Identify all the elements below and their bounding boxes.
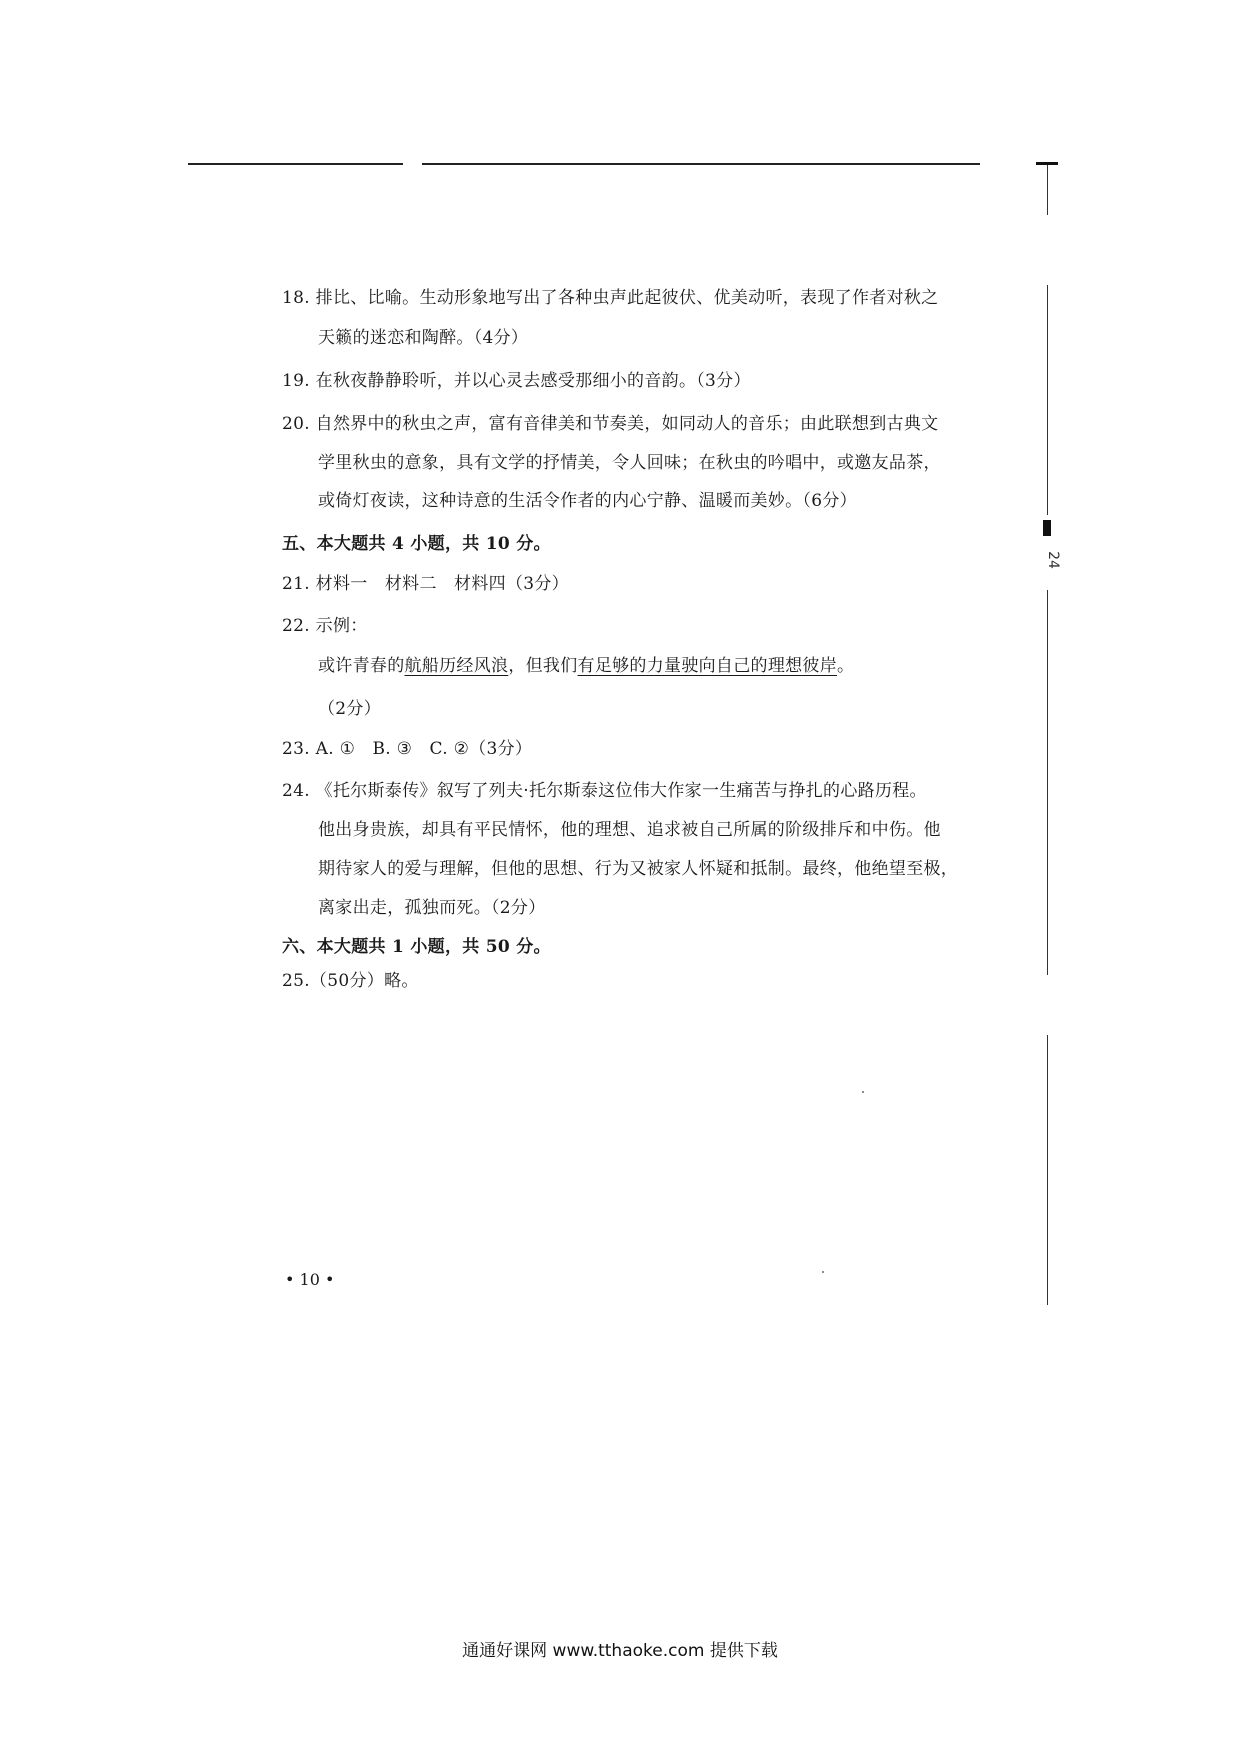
answer-22-underline-1: 航船历经风浪 (404, 656, 509, 676)
answer-21: 21. 材料一 材料二 材料四（3分） (282, 574, 569, 594)
section-6-heading: 六、本大题共 1 小题，共 50 分。 (282, 937, 551, 957)
answer-24-line-3: 期待家人的爱与理解，但他的思想、行为又被家人怀疑和抵制。最终，他绝望至极， (318, 859, 959, 879)
answer-24-line-2: 他出身贵族，却具有平民情怀，他的理想、追求被自己所属的阶级排斥和中伤。他 (318, 820, 941, 840)
answer-22-score: （2分） (318, 699, 382, 719)
answer-22: 22. 示例： (282, 616, 368, 636)
answer-20-line-2: 学里秋虫的意象，具有文学的抒情美，令人回味；在秋虫的吟唱中，或邀友品茶， (318, 453, 941, 473)
answer-22-pre: 或许青春的 (318, 656, 405, 676)
answer-22-mid: ，但我们 (508, 656, 578, 676)
answer-19: 19. 在秋夜静静聆听，并以心灵去感受那细小的音韵。（3分） (282, 371, 751, 391)
answer-22-example (318, 655, 854, 677)
answer-22-underline-2: 有足够的力量驶向自己的理想彼岸 (577, 656, 838, 676)
page-number: • 10 • (285, 1270, 335, 1289)
answer-22-end: 。 (837, 656, 855, 676)
answer-20-line-3: 或倚灯夜读，这种诗意的生活令作者的内心宁静、温暖而美妙。（6分） (318, 491, 857, 511)
answer-20-line-1: 20. 自然界中的秋虫之声，富有音律美和节奏美，如同动人的音乐；由此联想到古典文 (282, 414, 939, 434)
footer-credit: 通通好课网 www.tthaoke.com 提供下载 (462, 1641, 778, 1661)
answer-18-line-1: 18. 排比、比喻。生动形象地写出了各种虫声此起彼伏、优美动听，表现了作者对秋之 (282, 288, 939, 308)
answer-23: 23. A. ① B. ③ C. ②（3分） (282, 739, 533, 759)
answer-24-line-4: 离家出走，孤独而死。（2分） (318, 898, 546, 918)
answer-18-line-2: 天籁的迷恋和陶醉。（4分） (318, 328, 529, 348)
answer-25: 25.（50分）略。 (282, 971, 419, 991)
binding-char: 24 (1044, 551, 1061, 569)
answer-24-line-1: 24. 《托尔斯泰传》叙写了列夫·托尔斯泰这位伟大作家一生痛苦与挣扎的心路历程。 (282, 781, 927, 801)
section-5-heading: 五、本大题共 4 小题，共 10 分。 (282, 534, 551, 554)
